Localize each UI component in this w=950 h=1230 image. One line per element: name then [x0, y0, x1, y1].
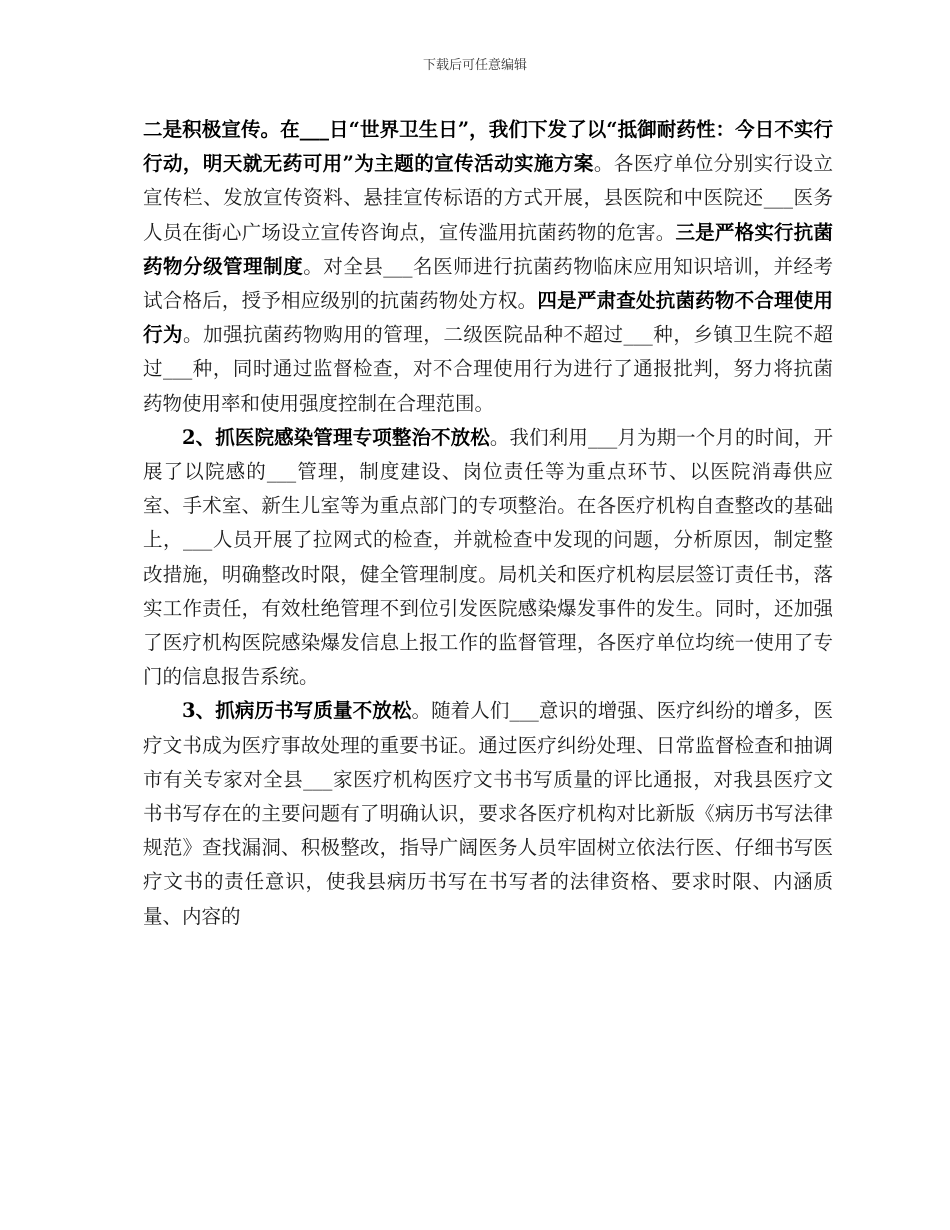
heading-irrational-use: 四是严肃查处抗菌药物不合理使用行为 [143, 289, 833, 347]
heading-publicity: 二是积极宣传。在___日“世界卫生日”，我们下发了以“抵御耐药性：今日不实行行动，明天就无药可用”为主题的宣传活动实施方案 [143, 118, 833, 176]
heading-medical-records: 3、抓病历书写质量不放松 [182, 699, 412, 723]
page-header: 下载后可任意编辑 [422, 58, 527, 73]
heading-infection-management: 2、抓医院感染管理专项整治不放松 [182, 425, 490, 449]
body-text: 。随着人们___意识的增强、医疗纠纷的增多，医疗文书成为医疗事故处理的重要书证。通过医疗纠纷处理、日常监督检查和抽调市有关专家对全县___家医疗机构医疗文书书写质量的评比通报，对我县医疗文书书写存在的主要问题有了明确认识，要求各医疗机构对比新版《病历书写法律规范》查找漏洞、积极整改，指导广阔医务人员牢固树立依法行医、仔细书写医疗文书的责任意识，使我县病历书写在书写者的法律资格、要求时限、内涵质量、内容的 [143, 699, 833, 928]
body-text: 。各医疗单位分别实行设立宣传栏、发放宣传资料、悬挂宣传标语的方式开展，县医院和中医院还___医务人员在街心广场设立宣传咨询点，宣传滥用抗菌药物的危害。 [143, 152, 833, 244]
heading-grading-system: 三是严格实行抗菌药物分级管理制度 [143, 220, 833, 278]
paragraph-medical-records [143, 694, 833, 933]
body-text: 。我们利用___月为期一个月的时间，开展了以院感的___管理，制度建设、岗位责任等为重点环节、以医院消毒供应室、手术室、新生儿室等为重点部门的专项整治。在各医疗机构自查整改的基础上，___人员开展了拉网式的检查，并就检查中发现的问题，分析原因，制定整改措施，明确整改时限，健全管理制度。局机关和医疗机构层层签订责任书，落实工作责任，有效杜绝管理不到位引发医院感染爆发事件的发生。同时，还加强了医疗机构医院感染爆发信息上报工作的监督管理，各医疗单位均统一使用了专门的信息报告系统。 [143, 425, 833, 689]
paragraph-infection-management [143, 421, 833, 695]
document-body [143, 113, 833, 934]
body-text: 。对全县___名医师进行抗菌药物临床应用知识培训，并经考试合格后，授予相应级别的抗菌药物处方权。 [143, 254, 833, 313]
paragraph-publicity [143, 113, 833, 421]
body-text: 。加强抗菌药物购用的管理，二级医院品种不超过___种，乡镇卫生院不超过___种，同时通过监督检查，对不合理使用行为进行了通报批判，努力将抗菌药物使用率和使用强度控制在合理范围。 [143, 323, 833, 415]
